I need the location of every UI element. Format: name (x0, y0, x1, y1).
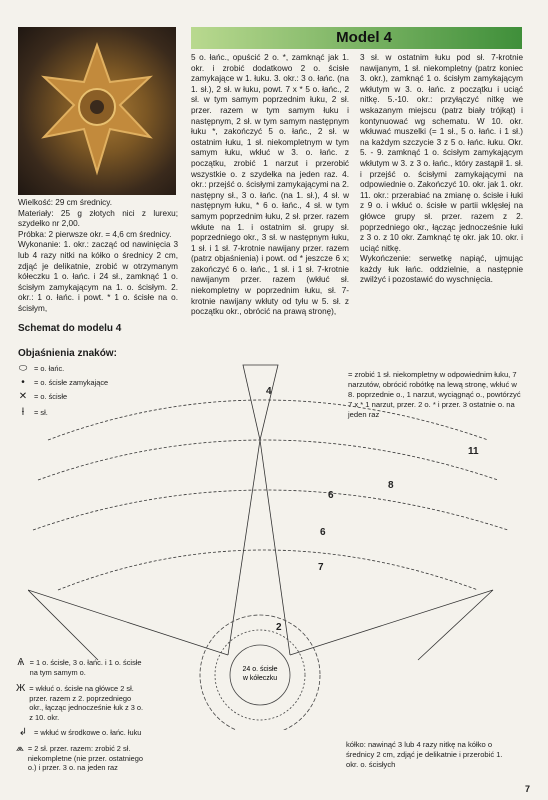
back-loop-icon: ↲ (18, 727, 28, 738)
picot-icon: Ѧ (17, 657, 25, 668)
legend2-item-picot (16, 658, 146, 677)
diagram-center-label-2: w kółeczku (242, 675, 278, 682)
row-label: 4 (266, 386, 272, 397)
row-label: 11 (468, 446, 479, 457)
page-number: 7 (524, 784, 530, 794)
slip-stitch-icon: • (21, 377, 25, 388)
row-label: 7 (318, 562, 324, 573)
crochet-star-doily-photo (18, 27, 176, 195)
size-text: Wielkość: 29 cm średnicy. (18, 198, 113, 207)
legend2-label: = 2 sł. przer. razem: zrobić 2 sł. niekompletne (nie przer. ostatniego o.) i przer. 3 o. na jeden raz (27, 744, 143, 772)
row-label: 8 (388, 480, 394, 491)
instructions-column-2 (191, 53, 349, 318)
legend-label: = sł. (34, 408, 48, 417)
legend2-label: = wkłuć o. ścisłe na główce 2 sł. przer. razem z 2. poprzedniego okr., łącząc jednocześnie łuk z 3 o. z 10. okr. (29, 684, 144, 722)
diagram-center-label-1: 24 o. ścisłe (242, 666, 278, 673)
instructions-column-3 (360, 53, 523, 286)
row-label: 6 (328, 490, 334, 501)
legend2-label: = 1 o. ścisłe, 3 o. łańc. i 1 o. ścisłe na tym samym o. (29, 658, 142, 677)
note-bottom: kółko: nawinąć 3 lub 4 razy nitkę na kółko o średnicy 2 cm, zdjąć je delikatnie i przerobić 1. okr. o. ścisłych (346, 740, 503, 769)
instructions-text-3: 3 sł. w ostatnim łuku pod sł. 7-krotnie nawijanym, 1 sł. niekompletny (patrz koniec 3. okr.), zamknąć 1 o. ścisłym zamykającym wkłutym w 3. o. łańc. z początku i uciąć nitkę. 5.-10. okr.: przyłączyć nitkę we wskazanym miejscu (patrz biały trójkąt) i kontynuować wg schematu. W 10. okr. wkłuwać muszelki (= 1 sł., 5 o. łańc. i 1 sł.) na każdym szczycie 3 z 5 o. łańc. łuku. Okr. 5. - 9. zamknąć 1 o. ścisłym zamykającym wkłutym w 3. z 3 o. łańc., który zastąpił 1. sł. i przejść o. ścisłymi zamykającymi na odpowiednie o. Zakończyć 10. okr. jak 1. okr. 11. okr.: przerabiać na zmianę o. ścisłe i łuki z 9 o. i wkłuć o. ścisłe w partii wklęsłej na główce grupy sł. przer. razem z 2. poprzedniego okr., łącząc jednocześnie łuki z 3 o. z 10 okr. Zamknąć tę okr. jak 10. okr. i uciąć nitkę. (360, 53, 523, 253)
note-top: = zrobić 1 sł. niekompletny w odpowiednim łuku, 7 narzutów, obrócić robótkę na lewą stronę, wkłuć w 8. poprzednie o., 1 narzut, wyciągnąć o., powtórzyć 7 x * 1 narzut, przer. 2 o. * i przer. 3 ostatnie o. na jeden raz (348, 370, 521, 419)
legend-title: Objaśnienia znaków: (18, 348, 117, 359)
doily-photo (18, 27, 176, 195)
schema-title: Schemat do modelu 4 (18, 323, 122, 334)
model-header-bar (191, 27, 522, 49)
gauge-text: Próbka: 2 pierwsze okr. = 4,6 cm średnicy. (18, 229, 172, 239)
finishing-text: Wykończenie: serwetkę napiąć, ujmując każdy łuk łańc. oddzielnie, a następnie zwilżyć i pozostawić do wyschnięcia. (360, 254, 523, 285)
legend-label: = o. ścisłe (34, 392, 68, 401)
legend2-label: = wkłuć w środkowe o. łańc. łuku (34, 728, 142, 737)
double-crochet-icon: ƚ (21, 407, 25, 418)
legend2-item-two-sc (16, 684, 146, 722)
cluster-icon: ⩕ (16, 743, 24, 754)
materials-text: Materiały: 25 g złotych nici z lurexu; szydełko nr 2,00. (18, 208, 178, 229)
row-label: 6 (320, 527, 326, 538)
model-title: Model 4 (336, 29, 392, 46)
legend2-item-cluster (16, 744, 146, 773)
execution-text: Wykonanie: 1. okr.: zacząć od nawinięcia 3 lub 4 razy nitki na kółko o średnicy 2 cm, zdjąć je delikatnie, zrobić w otrzymanym kółeczku 1 o. łańc. i 24 sł., zamknąć 1 o. ścisłym zamykającym na 1. o. ścisłym. 2. okr.: 1 o. łańc. i powt. * 1 o. ścisłe na o. ścisłym, (18, 240, 178, 313)
two-sc-icon: Ж (16, 683, 26, 694)
single-crochet-icon: ✕ (18, 391, 28, 402)
legend2-item-back-loop (16, 728, 146, 738)
chain-stitch-icon: ⬭ (18, 363, 28, 374)
instructions-text-2: 5 o. łańc., opuścić 2 o. *, zamknąć jak 1. okr. i zrobić dodatkowo 2 o. ścisłe zamykające w 1. łuku. 3. okr.: 3 o. łańc. (na 1. sł.), 2 sł. w łuku, powt. 7 x * 5 o. łańc., 2 sł. w tym samym poprzednim łuku, 2 sł. przer. razem w tym samym łuku i następnym, 2 sł. w tym samym następnym łuku *, zakończyć 5 o. łańc., 2 sł. w ostatnim łuku, 1 sł. niekompletnym w tym samym łuku, wkłuć w 3. o. łańc. z początku, zrobić 1 narzut i przerobić wszystkie o. z szydełka na jeden raz. 4. okr.: przejść o. ścisłymi zamykającymi na 2. następny sł., 3 o. łańc. (na 1. sł.), 4 sł. w następnym łuku, * 6 o. łańc., 4 sł. w tym samym poprzednim łuku, 2 sł. przer. razem wkłute na 1. i ostatnim sł. grupy sł. poprzedniego okr., 3 sł. w następnym łuku, 1 sł. i 1 sł. 7-krotnie nawijany przer. razem (patrz objaśnienia) i powt. od * jeszcze 6 x; zakończyć 6 o. łańc., 1 sł. i 1 sł. 7-krotnie nawijanym przer. razem (wkłuć sł. niekompletny w poprzednim łuku, sł. 7-krotnie nawijany wkłuty od tyłu w 5. sł. z początku okr., obrócić na prawą stronę), (191, 53, 349, 317)
legend-label: = o. ścisłe zamykające (34, 378, 109, 387)
row-label: 2 (276, 622, 282, 633)
legend-label: = o. łańc. (34, 364, 65, 373)
instructions-column-1 (18, 198, 178, 315)
